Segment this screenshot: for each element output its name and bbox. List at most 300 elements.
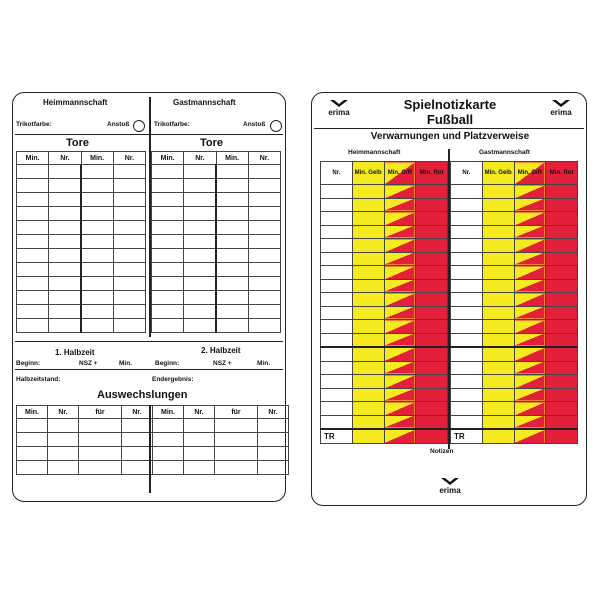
goal-entry-cell[interactable] (49, 249, 81, 263)
sub-entry-cell[interactable] (79, 433, 122, 447)
card-entry-cell[interactable] (416, 361, 448, 375)
card-entry-cell[interactable] (482, 252, 514, 266)
sub-entry-cell[interactable] (258, 433, 289, 447)
card-entry-cell[interactable] (451, 388, 483, 402)
sub-entry-cell[interactable] (153, 419, 184, 433)
goal-entry-cell[interactable] (152, 319, 184, 333)
card-entry-cell[interactable] (451, 402, 483, 416)
cards-row (321, 225, 448, 239)
goal-entry-cell[interactable] (113, 249, 145, 263)
referee-card-left (12, 92, 286, 502)
card-entry-cell[interactable] (514, 415, 546, 429)
card-entry-cell[interactable] (451, 239, 483, 253)
card-entry-cell[interactable] (482, 185, 514, 199)
card-entry-cell[interactable] (321, 279, 353, 293)
card-entry-cell[interactable] (514, 225, 546, 239)
goal-entry-cell[interactable] (81, 291, 113, 305)
card-entry-cell[interactable] (321, 375, 353, 389)
card-entry-cell[interactable] (514, 185, 546, 199)
sub-entry-cell[interactable] (153, 461, 184, 475)
card-entry-cell[interactable] (352, 333, 384, 347)
goal-entry-cell[interactable] (152, 291, 184, 305)
card-entry-cell[interactable] (514, 333, 546, 347)
card-entry-cell[interactable] (451, 333, 483, 347)
goal-entry-cell[interactable] (17, 305, 49, 319)
card-entry-cell[interactable] (546, 266, 578, 280)
goal-entry-cell[interactable] (113, 235, 145, 249)
card-entry-cell[interactable] (321, 347, 353, 361)
sub-entry-cell[interactable] (122, 461, 153, 475)
card-entry-cell[interactable] (384, 320, 416, 334)
goal-entry-cell[interactable] (113, 319, 145, 333)
goal-entry-cell[interactable] (248, 305, 280, 319)
goal-entry-cell[interactable] (216, 235, 248, 249)
card-entry-cell[interactable] (352, 415, 384, 429)
card-entry-cell[interactable] (321, 361, 353, 375)
card-entry-cell[interactable] (482, 402, 514, 416)
sub-entry-cell[interactable] (122, 433, 153, 447)
subs-column-header: Min. (17, 406, 48, 419)
card-entry-cell[interactable] (514, 402, 546, 416)
goal-entry-cell[interactable] (216, 165, 248, 179)
card-entry-cell[interactable] (482, 388, 514, 402)
card-entry-cell[interactable] (384, 225, 416, 239)
card-entry-cell[interactable] (482, 320, 514, 334)
card-entry-cell[interactable] (321, 415, 353, 429)
goal-entry-cell[interactable] (216, 179, 248, 193)
goal-entry-cell[interactable] (184, 249, 216, 263)
sub-entry-cell[interactable] (153, 447, 184, 461)
card-entry-cell[interactable] (482, 306, 514, 320)
goal-entry-cell[interactable] (49, 263, 81, 277)
card-entry-cell[interactable] (352, 212, 384, 226)
card-entry-cell[interactable] (352, 225, 384, 239)
subs-row (17, 433, 289, 447)
goals-column-header: Min. (152, 152, 184, 165)
card-entry-cell[interactable] (352, 347, 384, 361)
card-entry-cell[interactable] (514, 212, 546, 226)
goal-entry-cell[interactable] (81, 165, 113, 179)
goal-entry-cell[interactable] (216, 319, 248, 333)
goal-entry-cell[interactable] (81, 277, 113, 291)
card-entry-cell[interactable] (321, 239, 353, 253)
goal-entry-cell[interactable] (184, 291, 216, 305)
card-entry-cell[interactable] (416, 347, 448, 361)
card-entry-cell[interactable] (384, 347, 416, 361)
card-entry-cell[interactable] (321, 212, 353, 226)
goal-entry-cell[interactable] (49, 221, 81, 235)
goal-entry-cell[interactable] (184, 305, 216, 319)
goal-entry-cell[interactable] (17, 291, 49, 305)
card-entry-cell[interactable] (384, 306, 416, 320)
goal-entry-cell[interactable] (17, 179, 49, 193)
sub-entry-cell[interactable] (122, 447, 153, 461)
card-entry-cell[interactable] (384, 198, 416, 212)
sub-entry-cell[interactable] (48, 419, 79, 433)
card-entry-cell[interactable] (416, 266, 448, 280)
card-entry-cell[interactable] (482, 429, 514, 444)
card-entry-cell[interactable] (384, 293, 416, 307)
card-entry-cell[interactable] (384, 402, 416, 416)
card-entry-cell[interactable] (416, 185, 448, 199)
card-entry-cell[interactable] (514, 361, 546, 375)
card-entry-cell[interactable] (384, 415, 416, 429)
goal-entry-cell[interactable] (216, 291, 248, 305)
card-entry-cell[interactable] (482, 347, 514, 361)
kickoff-checkbox-away[interactable] (270, 120, 282, 132)
card-entry-cell[interactable] (416, 225, 448, 239)
goal-entry-cell[interactable] (152, 305, 184, 319)
goal-entry-cell[interactable] (113, 221, 145, 235)
goal-entry-cell[interactable] (248, 319, 280, 333)
card-entry-cell[interactable] (514, 375, 546, 389)
card-entry-cell[interactable] (321, 333, 353, 347)
card-entry-cell[interactable] (352, 306, 384, 320)
card-entry-cell[interactable] (352, 388, 384, 402)
card-entry-cell[interactable] (352, 198, 384, 212)
goal-entry-cell[interactable] (81, 249, 113, 263)
goal-entry-cell[interactable] (17, 165, 49, 179)
card-entry-cell[interactable] (384, 333, 416, 347)
card-entry-cell[interactable] (546, 333, 578, 347)
goal-entry-cell[interactable] (248, 165, 280, 179)
card-entry-cell[interactable] (384, 266, 416, 280)
card-entry-cell[interactable] (546, 375, 578, 389)
card-entry-cell[interactable] (352, 429, 384, 444)
card-entry-cell[interactable] (546, 198, 578, 212)
half2-title: 2. Halbzeit (201, 346, 241, 355)
card-entry-cell[interactable] (546, 185, 578, 199)
goal-entry-cell[interactable] (152, 277, 184, 291)
card-entry-cell[interactable] (384, 388, 416, 402)
card-entry-cell[interactable] (416, 320, 448, 334)
card-entry-cell[interactable] (451, 185, 483, 199)
goal-entry-cell[interactable] (184, 263, 216, 277)
card-entry-cell[interactable] (321, 185, 353, 199)
card-entry-cell[interactable] (416, 239, 448, 253)
goal-entry-cell[interactable] (152, 193, 184, 207)
card-entry-cell[interactable] (482, 198, 514, 212)
card-entry-cell[interactable] (352, 402, 384, 416)
sub-entry-cell[interactable] (79, 447, 122, 461)
card-entry-cell[interactable] (416, 306, 448, 320)
card-entry-cell[interactable] (514, 347, 546, 361)
goal-entry-cell[interactable] (248, 249, 280, 263)
card-entry-cell[interactable] (514, 320, 546, 334)
card-entry-cell[interactable] (546, 212, 578, 226)
goal-entry-cell[interactable] (184, 277, 216, 291)
goal-entry-cell[interactable] (81, 193, 113, 207)
goals-row (152, 291, 281, 305)
card-entry-cell[interactable] (352, 239, 384, 253)
goal-entry-cell[interactable] (49, 235, 81, 249)
sub-entry-cell[interactable] (122, 419, 153, 433)
goal-entry-cell[interactable] (49, 291, 81, 305)
card-entry-cell[interactable] (384, 185, 416, 199)
goal-entry-cell[interactable] (152, 165, 184, 179)
goal-entry-cell[interactable] (216, 193, 248, 207)
sub-entry-cell[interactable] (215, 447, 258, 461)
goal-entry-cell[interactable] (184, 165, 216, 179)
sub-entry-cell[interactable] (17, 433, 48, 447)
goal-entry-cell[interactable] (49, 207, 81, 221)
sub-entry-cell[interactable] (79, 461, 122, 475)
card-entry-cell[interactable] (352, 361, 384, 375)
card-entry-cell[interactable] (546, 320, 578, 334)
card-entry-cell[interactable] (384, 212, 416, 226)
goal-entry-cell[interactable] (248, 193, 280, 207)
goal-entry-cell[interactable] (113, 291, 145, 305)
goals-table-away (151, 151, 281, 333)
card-entry-cell[interactable] (352, 279, 384, 293)
goal-entry-cell[interactable] (113, 305, 145, 319)
sub-entry-cell[interactable] (184, 419, 215, 433)
card-entry-cell[interactable] (321, 266, 353, 280)
card-entry-cell[interactable] (321, 293, 353, 307)
goal-entry-cell[interactable] (81, 263, 113, 277)
sub-entry-cell[interactable] (17, 461, 48, 475)
card-entry-cell[interactable] (384, 239, 416, 253)
goal-entry-cell[interactable] (216, 221, 248, 235)
card-entry-cell[interactable] (352, 266, 384, 280)
goal-entry-cell[interactable] (184, 221, 216, 235)
card-entry-cell[interactable] (546, 429, 578, 444)
card-entry-cell[interactable] (451, 347, 483, 361)
card-entry-cell[interactable] (352, 252, 384, 266)
card-entry-cell[interactable] (482, 266, 514, 280)
card-entry-cell[interactable] (451, 293, 483, 307)
subs-row (17, 461, 289, 475)
card-entry-cell[interactable] (514, 239, 546, 253)
goal-entry-cell[interactable] (81, 305, 113, 319)
goals-row (152, 263, 281, 277)
goal-entry-cell[interactable] (113, 179, 145, 193)
card-entry-cell[interactable] (352, 375, 384, 389)
goal-entry-cell[interactable] (184, 193, 216, 207)
goal-entry-cell[interactable] (152, 179, 184, 193)
card-entry-cell[interactable] (546, 293, 578, 307)
sub-entry-cell[interactable] (48, 433, 79, 447)
card-entry-cell[interactable] (416, 293, 448, 307)
sub-entry-cell[interactable] (48, 461, 79, 475)
card-entry-cell[interactable] (514, 252, 546, 266)
goal-entry-cell[interactable] (248, 291, 280, 305)
card-entry-cell[interactable] (451, 361, 483, 375)
sub-entry-cell[interactable] (17, 419, 48, 433)
card-entry-cell[interactable] (321, 402, 353, 416)
card-entry-cell[interactable] (451, 279, 483, 293)
goal-entry-cell[interactable] (49, 179, 81, 193)
goal-entry-cell[interactable] (113, 207, 145, 221)
card-entry-cell[interactable] (321, 252, 353, 266)
goal-entry-cell[interactable] (216, 305, 248, 319)
card-entry-cell[interactable] (384, 279, 416, 293)
card-entry-cell[interactable] (416, 333, 448, 347)
card-entry-cell[interactable] (546, 388, 578, 402)
goal-entry-cell[interactable] (49, 319, 81, 333)
card-entry-cell[interactable] (321, 320, 353, 334)
goal-entry-cell[interactable] (216, 207, 248, 221)
goal-entry-cell[interactable] (17, 319, 49, 333)
sub-entry-cell[interactable] (79, 419, 122, 433)
card-entry-cell[interactable] (451, 225, 483, 239)
sub-entry-cell[interactable] (184, 433, 215, 447)
card-entry-cell[interactable] (384, 429, 416, 444)
card-entry-cell[interactable] (321, 388, 353, 402)
goal-entry-cell[interactable] (113, 193, 145, 207)
kickoff-checkbox-home[interactable] (133, 120, 145, 132)
goals-row (17, 221, 146, 235)
card-entry-cell[interactable] (352, 293, 384, 307)
goal-entry-cell[interactable] (17, 207, 49, 221)
card-entry-cell[interactable] (416, 375, 448, 389)
goal-entry-cell[interactable] (248, 277, 280, 291)
card-entry-cell[interactable] (321, 198, 353, 212)
card-entry-cell[interactable] (482, 239, 514, 253)
goal-entry-cell[interactable] (248, 207, 280, 221)
sub-entry-cell[interactable] (184, 447, 215, 461)
sub-entry-cell[interactable] (258, 419, 289, 433)
card-entry-cell[interactable] (546, 306, 578, 320)
card-entry-cell[interactable] (514, 198, 546, 212)
card-entry-cell[interactable] (416, 402, 448, 416)
sub-entry-cell[interactable] (184, 461, 215, 475)
card-entry-cell[interactable] (451, 415, 483, 429)
goal-entry-cell[interactable] (152, 207, 184, 221)
card-entry-cell[interactable] (321, 306, 353, 320)
goal-entry-cell[interactable] (81, 235, 113, 249)
goal-entry-cell[interactable] (113, 277, 145, 291)
card-entry-cell[interactable] (416, 388, 448, 402)
goal-entry-cell[interactable] (152, 249, 184, 263)
card-entry-cell[interactable] (384, 375, 416, 389)
goal-entry-cell[interactable] (49, 193, 81, 207)
goal-entry-cell[interactable] (184, 179, 216, 193)
card-entry-cell[interactable] (451, 252, 483, 266)
card-entry-cell[interactable] (514, 279, 546, 293)
goal-entry-cell[interactable] (216, 249, 248, 263)
goal-entry-cell[interactable] (216, 277, 248, 291)
card-entry-cell[interactable] (384, 361, 416, 375)
sub-entry-cell[interactable] (258, 461, 289, 475)
sub-entry-cell[interactable] (215, 419, 258, 433)
card-entry-cell[interactable] (416, 198, 448, 212)
subs-header-row (17, 406, 289, 419)
sub-entry-cell[interactable] (215, 461, 258, 475)
sub-entry-cell[interactable] (153, 433, 184, 447)
goal-entry-cell[interactable] (184, 319, 216, 333)
goal-entry-cell[interactable] (248, 221, 280, 235)
card-entry-cell[interactable] (482, 415, 514, 429)
card-entry-cell[interactable] (514, 429, 546, 444)
sub-entry-cell[interactable] (215, 433, 258, 447)
goal-entry-cell[interactable] (49, 165, 81, 179)
goal-entry-cell[interactable] (152, 221, 184, 235)
card-entry-cell[interactable] (546, 402, 578, 416)
card-entry-cell[interactable] (546, 347, 578, 361)
card-entry-cell[interactable] (546, 279, 578, 293)
card-entry-cell[interactable] (352, 185, 384, 199)
goal-entry-cell[interactable] (81, 207, 113, 221)
card-entry-cell[interactable] (482, 333, 514, 347)
card-entry-cell[interactable] (514, 266, 546, 280)
card-entry-cell[interactable] (546, 252, 578, 266)
card-entry-cell[interactable] (482, 293, 514, 307)
card-entry-cell[interactable] (546, 239, 578, 253)
card-entry-cell[interactable] (482, 225, 514, 239)
card-entry-cell[interactable] (546, 361, 578, 375)
card-entry-cell[interactable] (482, 212, 514, 226)
card-entry-cell[interactable] (321, 225, 353, 239)
card-entry-cell[interactable] (451, 375, 483, 389)
goal-entry-cell[interactable] (248, 263, 280, 277)
goal-entry-cell[interactable] (184, 235, 216, 249)
goal-entry-cell[interactable] (17, 277, 49, 291)
goal-entry-cell[interactable] (248, 235, 280, 249)
card-entry-cell[interactable] (416, 212, 448, 226)
sub-entry-cell[interactable] (258, 447, 289, 461)
card-entry-cell[interactable] (482, 361, 514, 375)
yellow-card-column-header: Min. Gelb (482, 162, 514, 185)
header-rule (15, 134, 283, 135)
goal-entry-cell[interactable] (49, 277, 81, 291)
goal-entry-cell[interactable] (113, 165, 145, 179)
cards-row (451, 212, 578, 226)
goal-entry-cell[interactable] (152, 263, 184, 277)
sub-entry-cell[interactable] (48, 447, 79, 461)
cards-row (321, 375, 448, 389)
cards-row (321, 293, 448, 307)
goal-entry-cell[interactable] (81, 221, 113, 235)
goal-entry-cell[interactable] (17, 235, 49, 249)
goal-entry-cell[interactable] (152, 235, 184, 249)
sub-entry-cell[interactable] (17, 447, 48, 461)
goal-entry-cell[interactable] (216, 263, 248, 277)
card-entry-cell[interactable] (416, 279, 448, 293)
card-entry-cell[interactable] (482, 279, 514, 293)
goal-entry-cell[interactable] (113, 263, 145, 277)
card-entry-cell[interactable] (451, 198, 483, 212)
goal-entry-cell[interactable] (17, 221, 49, 235)
goal-entry-cell[interactable] (17, 249, 49, 263)
goal-entry-cell[interactable] (81, 319, 113, 333)
cards-row (321, 402, 448, 416)
card-entry-cell[interactable] (384, 252, 416, 266)
card-entry-cell[interactable] (514, 293, 546, 307)
card-entry-cell[interactable] (352, 320, 384, 334)
card-entry-cell[interactable] (514, 306, 546, 320)
card-entry-cell[interactable] (416, 252, 448, 266)
card-entry-cell[interactable] (451, 306, 483, 320)
min-label-1: Min. (119, 360, 132, 367)
goal-entry-cell[interactable] (17, 263, 49, 277)
goal-entry-cell[interactable] (184, 207, 216, 221)
goal-entry-cell[interactable] (17, 193, 49, 207)
card-entry-cell[interactable] (546, 415, 578, 429)
card-entry-cell[interactable] (451, 266, 483, 280)
goal-entry-cell[interactable] (248, 179, 280, 193)
card-entry-cell[interactable] (546, 225, 578, 239)
goal-entry-cell[interactable] (49, 305, 81, 319)
cards-row (451, 306, 578, 320)
card-entry-cell[interactable] (514, 388, 546, 402)
card-entry-cell[interactable] (451, 320, 483, 334)
goal-entry-cell[interactable] (81, 179, 113, 193)
card-entry-cell[interactable] (416, 429, 448, 444)
card-entry-cell[interactable] (482, 375, 514, 389)
card-entry-cell[interactable] (416, 415, 448, 429)
card-entry-cell[interactable] (451, 212, 483, 226)
